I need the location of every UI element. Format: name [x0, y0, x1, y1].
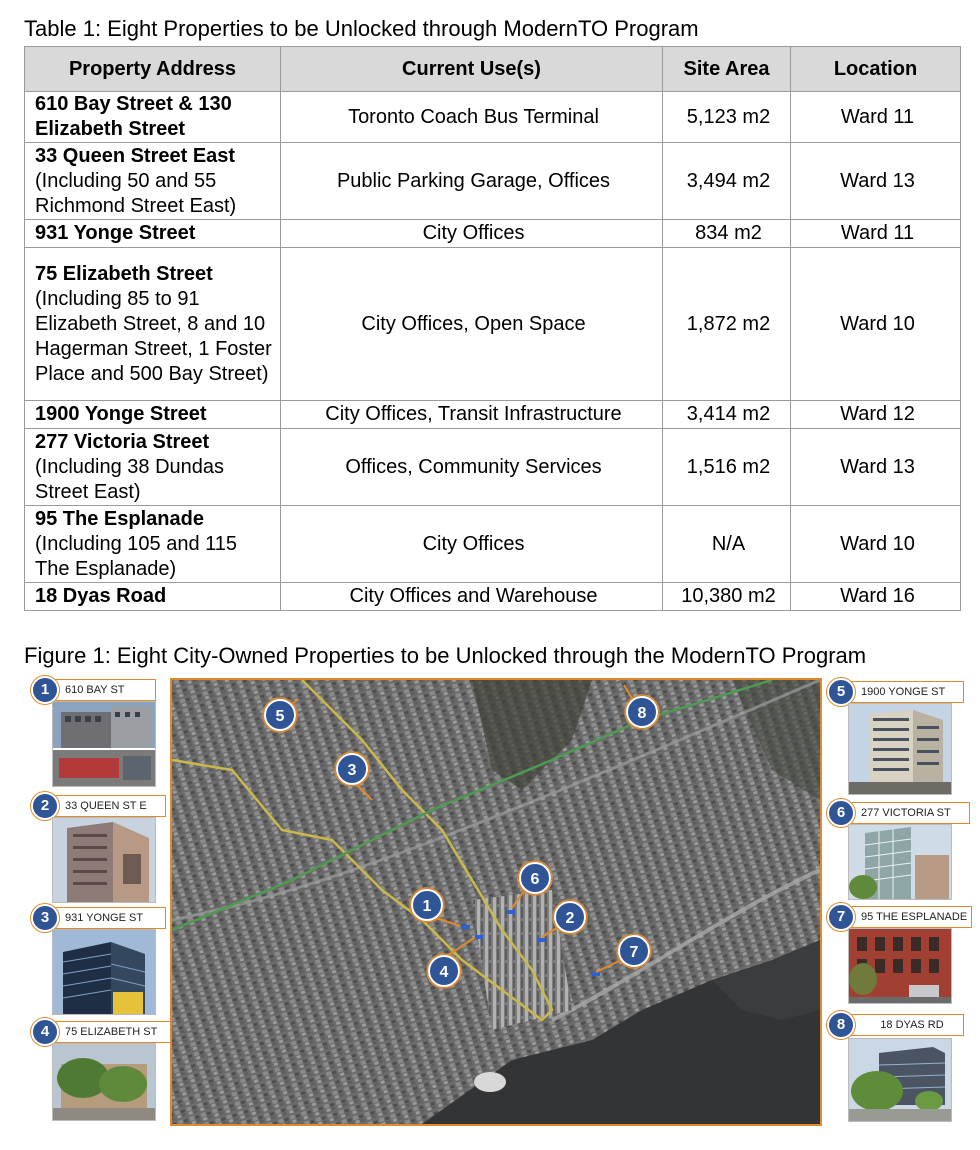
properties-table	[24, 46, 961, 611]
cell-area: 1,516 m2	[663, 429, 791, 506]
table-row	[25, 583, 961, 611]
card-number: 2	[31, 792, 59, 820]
map-marker-label: 3	[347, 762, 357, 779]
cell-use: Toronto Coach Bus Terminal	[281, 92, 663, 143]
cell-location: Ward 10	[791, 506, 961, 583]
card-number: 6	[827, 799, 855, 827]
cell-address	[25, 429, 281, 506]
photo-931-yonge	[52, 929, 156, 1015]
card-tag-33-queen	[42, 795, 166, 817]
cell-address	[25, 143, 281, 220]
cell-location: Ward 13	[791, 143, 961, 220]
cell-area: 834 m2	[663, 220, 791, 248]
cell-use: Public Parking Garage, Offices	[281, 143, 663, 220]
map-marker-6	[518, 861, 552, 895]
table-row	[25, 429, 961, 506]
card-label: 33 QUEEN ST E	[65, 800, 147, 812]
cell-use: City Offices	[281, 506, 663, 583]
map-marker-5	[263, 698, 297, 732]
address-note: (Including 85 to 91 Elizabeth Street, 8 and 10 Hagerman Street, 1 Foster Place and 500 Bay Street)	[35, 287, 272, 385]
address-note: (Including 38 Dundas Street East)	[35, 455, 225, 503]
table-row	[25, 401, 961, 429]
cell-address	[25, 583, 281, 611]
figure-caption: Figure 1: Eight City-Owned Properties to be Unlocked through the ModernTO Program	[24, 643, 867, 668]
card-tag-75-elizabeth	[42, 1021, 176, 1043]
cell-address	[25, 401, 281, 429]
map-marker-7	[617, 934, 651, 968]
card-number: 8	[827, 1011, 855, 1039]
card-label: 610 BAY ST	[65, 684, 125, 696]
map-marker-2	[553, 900, 587, 934]
cell-use: City Offices	[281, 220, 663, 248]
cell-address	[25, 506, 281, 583]
aerial-map	[170, 678, 822, 1126]
header-property-address: Property Address	[25, 47, 281, 92]
card-tag-931-yonge	[42, 907, 166, 929]
cell-use: City Offices, Open Space	[281, 248, 663, 401]
header-site-area: Site Area	[663, 47, 791, 92]
card-label: 931 YONGE ST	[65, 912, 144, 924]
photo-610-bay	[52, 701, 156, 787]
header-location: Location	[791, 47, 961, 92]
table-row	[25, 143, 961, 220]
cell-location: Ward 11	[791, 92, 961, 143]
card-tag-18-dyas	[838, 1014, 964, 1036]
address-main: 277 Victoria Street	[35, 430, 210, 453]
cell-area: 10,380 m2	[663, 583, 791, 611]
card-tag-277-victoria	[838, 802, 970, 824]
table-row	[25, 248, 961, 401]
card-tag-95-esplanade	[838, 906, 972, 928]
photo-95-esplanade	[848, 928, 952, 1004]
card-label: 75 ELIZABETH ST	[65, 1026, 158, 1038]
map-marker-label: 8	[637, 705, 647, 722]
photo-33-queen	[52, 817, 156, 903]
card-number: 3	[31, 904, 59, 932]
cell-use: Offices, Community Services	[281, 429, 663, 506]
photo-18-dyas	[848, 1038, 952, 1122]
address-main: 18 Dyas Road	[35, 585, 167, 607]
cell-address	[25, 248, 281, 401]
map-marker-label: 7	[629, 944, 639, 961]
card-label: 277 VICTORIA ST	[861, 807, 951, 819]
address-main: 1900 Yonge Street	[35, 403, 207, 425]
table-row	[25, 506, 961, 583]
table-row	[25, 220, 961, 248]
cell-location: Ward 16	[791, 583, 961, 611]
card-number: 7	[827, 903, 855, 931]
card-label: 18 DYAS RD	[880, 1019, 944, 1031]
cell-address	[25, 220, 281, 248]
cell-use: City Offices, Transit Infrastructure	[281, 401, 663, 429]
card-number: 1	[31, 676, 59, 704]
photo-75-elizabeth	[52, 1043, 156, 1121]
cell-location: Ward 12	[791, 401, 961, 429]
table-caption: Table 1: Eight Properties to be Unlocked through ModernTO Program	[24, 16, 699, 41]
card-label: 95 THE ESPLANADE	[861, 911, 968, 923]
cell-location: Ward 13	[791, 429, 961, 506]
map-marker-label: 1	[422, 898, 432, 915]
cell-use: City Offices and Warehouse	[281, 583, 663, 611]
map-marker-1	[410, 888, 444, 922]
card-tag-610-bay	[42, 679, 156, 701]
photo-277-victoria	[848, 824, 952, 900]
table-row	[25, 92, 961, 143]
map-marker-8	[625, 695, 659, 729]
address-main: 75 Elizabeth Street	[35, 262, 213, 285]
map-marker-label: 2	[565, 910, 575, 927]
map-marker-label: 6	[530, 871, 540, 888]
card-label: 1900 YONGE ST	[861, 686, 946, 698]
address-main: 33 Queen Street East	[35, 144, 236, 167]
photo-1900-yonge	[848, 703, 952, 795]
table-header-row	[25, 47, 961, 92]
address-note: (Including 105 and 115 The Esplanade)	[35, 532, 238, 580]
cell-location: Ward 10	[791, 248, 961, 401]
aerial-map-svg	[172, 680, 820, 1124]
header-current-uses: Current Use(s)	[281, 47, 663, 92]
address-main: 610 Bay Street & 130 Elizabeth Street	[35, 93, 232, 140]
card-number: 5	[827, 678, 855, 706]
map-marker-4	[427, 954, 461, 988]
address-main: 95 The Esplanade	[35, 507, 204, 530]
address-note: (Including 50 and 55 Richmond Street East)	[35, 169, 237, 217]
cell-area: 1,872 m2	[663, 248, 791, 401]
card-number: 4	[31, 1018, 59, 1046]
cell-area: 5,123 m2	[663, 92, 791, 143]
cell-area: N/A	[663, 506, 791, 583]
cell-location: Ward 11	[791, 220, 961, 248]
address-main: 931 Yonge Street	[35, 222, 196, 244]
cell-area: 3,414 m2	[663, 401, 791, 429]
card-tag-1900-yonge	[838, 681, 964, 703]
map-marker-label: 5	[275, 708, 285, 725]
map-marker-label: 4	[439, 964, 449, 981]
cell-address	[25, 92, 281, 143]
map-marker-3	[335, 752, 369, 786]
cell-area: 3,494 m2	[663, 143, 791, 220]
